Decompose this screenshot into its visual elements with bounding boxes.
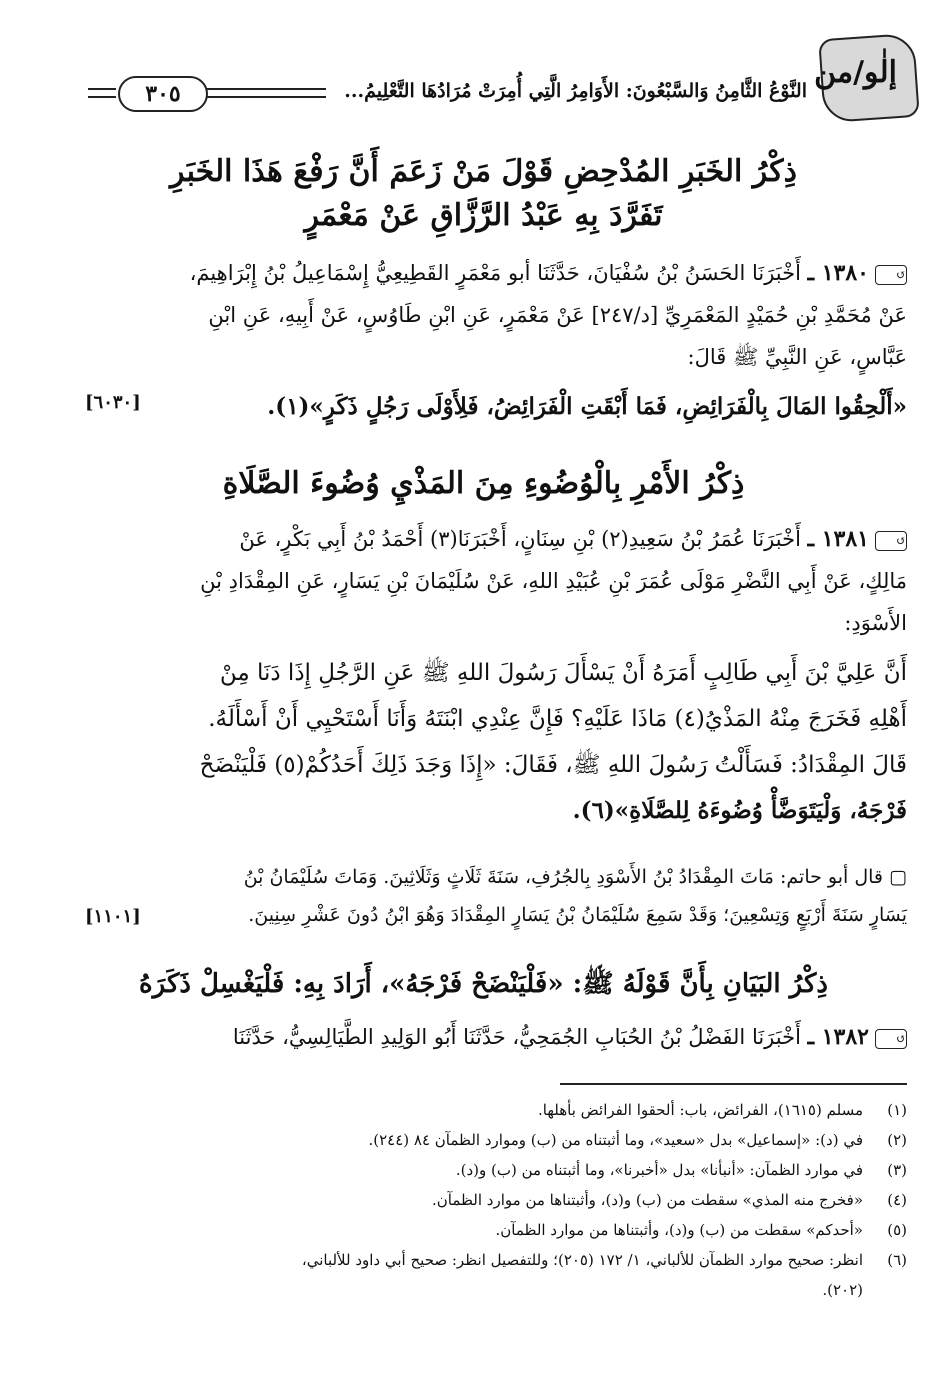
matn-line: أَنَّ عَلِيَّ بْنَ أَبِي طَالِبٍ أَمَرَهُ أَنْ يَسْأَلَ رَسُولَ اللهِ ﷺ عَنِ الرَّجُلِ إِذَا دَنَا مِنْ	[219, 660, 907, 686]
footnotes	[80, 1095, 907, 1305]
footnote-rule	[560, 1083, 907, 1085]
hadith-marker-icon: ↺	[875, 265, 907, 285]
heading-line: تَفَرَّدَ بِهِ عَبْدُ الرَّزَّاقِ عَنْ مَعْمَرٍ	[304, 198, 663, 233]
footnote: (١)مسلم (١٦١٥)، الفرائض، باب: ألحقوا الفرائض بأهلها.	[538, 1101, 907, 1119]
hadith-1381-matn	[70, 650, 907, 834]
footnote: (٢)في (د): «إسماعيل» بدل «سعيد»، وما أثبتناه من (ب) وموارد الظمآن ٨٤ (٢٤٤).	[368, 1131, 907, 1149]
hadith-marker-icon: ↺	[875, 531, 907, 551]
footnote: (٦)انظر: صحيح موارد الظمآن للألباني، ١/ ١٧٢ (٢٠٥)؛ وللتفصيل انظر: صحيح أبي داود للألباني،	[301, 1251, 907, 1269]
heading-line: ذِكْرُ الخَبَرِ المُدْحِضِ قَوْلَ مَنْ زَعَمَ أَنَّ رَفْعَ هَذَا الخَبَرِ	[170, 154, 797, 189]
hadith-1380-isnad	[70, 252, 907, 378]
header-rule	[206, 88, 326, 98]
isnad-line	[70, 518, 907, 560]
hadith-number: ١٣٨١ ـ	[807, 526, 869, 552]
reference-number: [٦٠٣٠]	[85, 392, 141, 413]
matn-line: فَرْجَهُ، وَلْيَتَوَضَّأْ وُضُوءَهُ لِلصَّلَاةِ»(٦).	[572, 797, 907, 824]
isnad-line: الأَسْوَدِ:	[844, 611, 907, 635]
isnad-text: أَخْبَرَنَا الفَضْلُ بْنُ الحُبَابِ الجُمَحِيُّ، حَدَّثَنَا أَبُو الوَلِيدِ الطَّيَالِسِيُّ، حَدَّثَنَا	[232, 1025, 801, 1049]
corner-mark: إلٰو/من	[814, 55, 897, 90]
hadith-number: ١٣٨٠ ـ	[807, 260, 869, 286]
running-head: النَّوْعُ الثَّامِنُ وَالسَّبْعُونَ: الأَوَامِرُ الَّتِي أُمِرَتْ مُرَادُهَا التَّعْلِيمُ...	[344, 80, 807, 102]
footnote: (٥)«أحدكم» سقطت من (ب) و(د)، وأثبتناها من موارد الظمآن.	[495, 1221, 907, 1239]
section-heading-2: ذِكْرُ الأَمْرِ بِالْوُضُوءِ مِنَ المَذْيِ وُضُوءَ الصَّلَاةِ	[222, 466, 745, 501]
footnote: (٤)«فخرج منه المذي» سقطت من (ب) و(د)، وأثبتناها من موارد الظمآن.	[431, 1191, 907, 1209]
matn-line: قَالَ المِقْدَادُ: فَسَأَلْتُ رَسُولَ اللهِ ﷺ، فَقَالَ: «إِذَا وَجَدَ ذَلِكَ أَحَدُكُمْ(٥) فَلْيَنْضَحْ	[199, 752, 907, 778]
isnad-text: أَخْبَرَنَا الحَسَنُ بْنُ سُفْيَانَ، حَدَّثَنَا أبو مَعْمَرٍ القَطِيعِيُّ إِسْمَاعِيلُ بْنُ إِبْرَاهِيمَ،	[189, 261, 801, 285]
footnote: (٣)في موارد الظمآن: «أنبأنا» بدل «أخبرنا»، وما أثبتناه من (ب) و(د).	[455, 1161, 907, 1179]
square-bullet-icon: ▢	[883, 866, 907, 888]
comment-line: يَسَارٍ سَنَةَ أَرْبَعٍ وَتِسْعِينَ؛ وَقَدْ سَمِعَ سُلَيْمَانُ بْنُ يَسَارٍ المِقْدَادَ وَهُوَ ابْنُ دُونَ عَشْرِ سِنِينَ.	[248, 904, 907, 926]
section-heading-3: ذِكْرُ البَيَانِ بِأَنَّ قَوْلَهُ ﷺ: «فَلْيَنْضَحْ فَرْجَهُ»، أَرَادَ بِهِ: فَلْيَغْسِلْ ذَكَرَهُ	[139, 969, 828, 999]
hadith-1382-isnad	[70, 1016, 907, 1058]
hadith-1380-matn: «أَلْحِقُوا المَالَ بِالْفَرَائِضِ، فَمَا أَبْقَتِ الْفَرَائِضُ، فَلِأَوْلَى رَجُلٍ ذَكَرٍ»(١).	[267, 393, 907, 420]
matn-line: أَهْلِهِ فَخَرَجَ مِنْهُ المَذْيُ(٤) مَاذَا عَلَيْهِ؟ فَإِنَّ عِنْدِي ابْنَتَهُ وَأَنَا أَسْتَحْيِي أَنْ أَسْأَلَهُ.	[208, 706, 907, 732]
isnad-line: مَالِكٍ، عَنْ أَبِي النَّضْرِ مَوْلَى عُمَرَ بْنِ عُبَيْدِ اللهِ، عَنْ سُلَيْمَانَ بْنِ يَسَارٍ، عَنِ المِقْدَادِ بْنِ	[200, 569, 907, 593]
isnad-line	[70, 252, 907, 294]
footnote: (٢٠٢).	[822, 1281, 863, 1299]
hadith-number: ١٣٨٢ ـ	[807, 1024, 869, 1050]
hadith-marker-icon: ↺	[875, 1029, 907, 1049]
hadith-1381-isnad	[70, 518, 907, 644]
section-heading-1	[60, 150, 907, 238]
reference-number: [١١٠١]	[85, 906, 141, 927]
abu-hatim-comment	[70, 858, 907, 934]
comment-line: ▢ قال أبو حاتم: مَاتَ المِقْدَادُ بْنُ الأَسْوَدِ بِالجُرُفِ، سَنَةَ ثَلَاثٍ وَثَلَاثِينَ. وَمَاتَ سُلَيْمَانُ بْنُ	[243, 866, 907, 888]
isnad-line: عَبَّاسٍ، عَنِ النَّبِيِّ ﷺ قَالَ:	[687, 345, 907, 369]
page-number: ٣٠٥	[118, 76, 208, 112]
isnad-line: عَنْ مُحَمَّدِ بْنِ حُمَيْدٍ المَعْمَرِيِّ [د/٢٤٧] عَنْ مَعْمَرٍ، عَنِ ابْنِ طَاوُسٍ، عَنْ أَبِيهِ، عَنِ ابْنِ	[208, 303, 907, 327]
header-rule-left	[88, 88, 116, 98]
isnad-text: أَخْبَرَنَا عُمَرُ بْنُ سَعِيدِ(٢) بْنِ سِنَانٍ، أَخْبَرَنَا(٣) أَحْمَدُ بْنُ أَبِي بَكْرٍ، عَنْ	[239, 527, 801, 551]
